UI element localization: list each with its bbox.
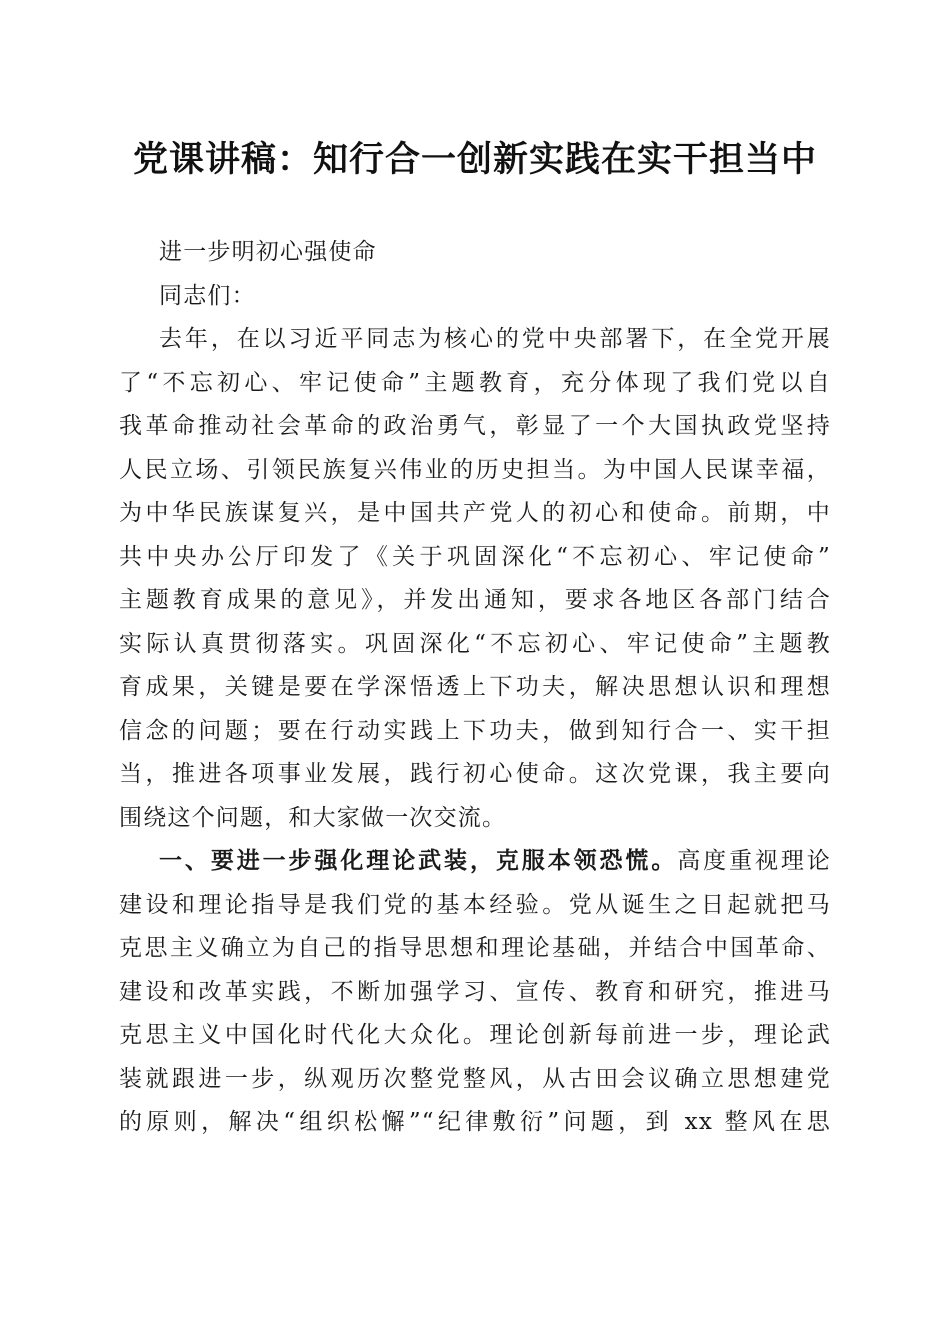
paragraph-line: 实际认真贯彻落实。巩固深化“不忘初心、牢记使命”主题教	[119, 630, 831, 657]
paragraph-line: 主题教育成果的意见》，并发出通知，要求各地区各部门结合	[119, 587, 831, 613]
paragraph-line: 了“不忘初心、牢记使命”主题教育，充分体现了我们党以自	[119, 369, 831, 396]
paragraph-line: 的原则，解决“组织松懈”“纪律敷衍”问题，到 xx 整风在思	[119, 1109, 831, 1135]
paragraph-1	[119, 318, 831, 840]
paragraph-line: 为中华民族谋复兴，是中国共产党人的初心和使命。前期，中	[119, 500, 831, 526]
subtitle: 进一步明初心强使命	[159, 239, 377, 265]
paragraph-line: 我革命推动社会革命的政治勇气，彰显了一个大国执政党坚持	[119, 413, 831, 439]
section-1-first-line	[119, 840, 831, 884]
paragraph-line: 建设和改革实践，不断加强学习、宣传、教育和研究，推进马	[119, 978, 831, 1005]
paragraph-line: 共中央办公厅印发了《关于巩固深化“不忘初心、牢记使命”	[119, 543, 831, 570]
paragraph-line: 围绕这个问题，和大家做一次交流。	[119, 804, 507, 831]
section-1-first-line-text: 高度重视理论	[677, 848, 832, 874]
salutation: 同志们：	[159, 282, 256, 309]
page-title: 党课讲稿：知行合一创新实践在实干担当中	[132, 140, 817, 180]
paragraph-line: 当，推进各项事业发展，践行初心使命。这次党课，我主要向	[119, 761, 831, 787]
paragraph-line: 建设和理论指导是我们党的基本经验。党从诞生之日起就把马	[119, 891, 831, 918]
section-1	[119, 840, 831, 1145]
paragraph-line: 装就跟进一步，纵观历次整党整风，从古田会议确立思想建党	[119, 1065, 831, 1092]
paragraph-line: 育成果，关键是要在学深悟透上下功夫，解决思想认识和理想	[119, 674, 831, 700]
section-1-heading: 一、要进一步强化理论武装，克服本领恐慌。	[159, 848, 678, 874]
paragraph-line: 信念的问题；要在行动实践上下功夫，做到知行合一、实干担	[119, 717, 831, 744]
paragraph-line: 去年，在以习近平同志为核心的党中央部署下，在全党开展	[159, 326, 831, 352]
document-body	[119, 231, 831, 1145]
paragraph-line: 克思主义确立为自己的指导思想和理论基础，并结合中国革命、	[119, 935, 831, 961]
paragraph-line: 克思主义中国化时代化大众化。理论创新每前进一步，理论武	[119, 1022, 831, 1048]
paragraph-line: 人民立场、引领民族复兴伟业的历史担当。为中国人民谋幸福，	[119, 456, 831, 483]
